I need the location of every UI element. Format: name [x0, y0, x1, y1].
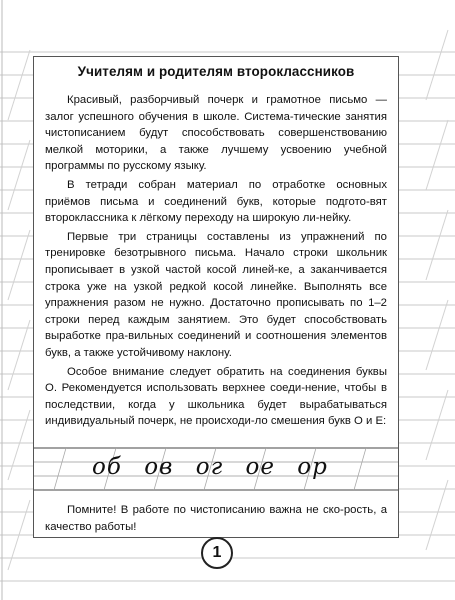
- reminder-paragraph: Помните! В работе по чистописанию важна не ско-рость, а качество работы!: [45, 504, 387, 533]
- paragraph: Первые три страницы составлены из упражнений по тренировке безотрывного письма. Начало строки школьник прописывает в узкой частой косой линей-ке, а заканчивается строка уже на узкой редкой косой линейке. Выполнять все упражнения разом не нужно. Достаточно прописывать по 1–2 строки перед каждым занятием. Это будет способствовать выработке пра-вильных соединений и соотношения элементов букв, а также устойчивому наклону.: [45, 230, 387, 359]
- paragraph: В тетради собран материал по отработке основных приёмов письма и соединений букв, которые подгото-вят второклассника к лёгкому переходу на широкую ли-нейку.: [45, 178, 387, 225]
- info-card: [33, 56, 399, 538]
- paragraph: Красивый, разборчивый почерк и грамотное письмо — залог успешного обучения в школе. Система-тические занятия чистописанием будут способствовать совершенствованию мелкой моторики, а также лучшему усвоению учебной программы по русскому языку.: [45, 94, 387, 173]
- cursive-sample: об ов ог ое ор: [92, 454, 328, 480]
- cursive-sample-lines: [34, 440, 398, 496]
- reminder-text: [45, 502, 387, 535]
- card-title: Учителям и родителям второклассников: [77, 64, 355, 79]
- page-number: 1: [201, 537, 233, 569]
- paragraph: Особое внимание следует обратить на соединения буквы О. Рекомендуется использовать верхнее соеди-нение, чтобы в последствии, когда у школьника будет вырабатываться индивидуальный почерк, не происходи-ло смешения букв О и Е:: [45, 365, 387, 428]
- intro-text: [45, 92, 387, 432]
